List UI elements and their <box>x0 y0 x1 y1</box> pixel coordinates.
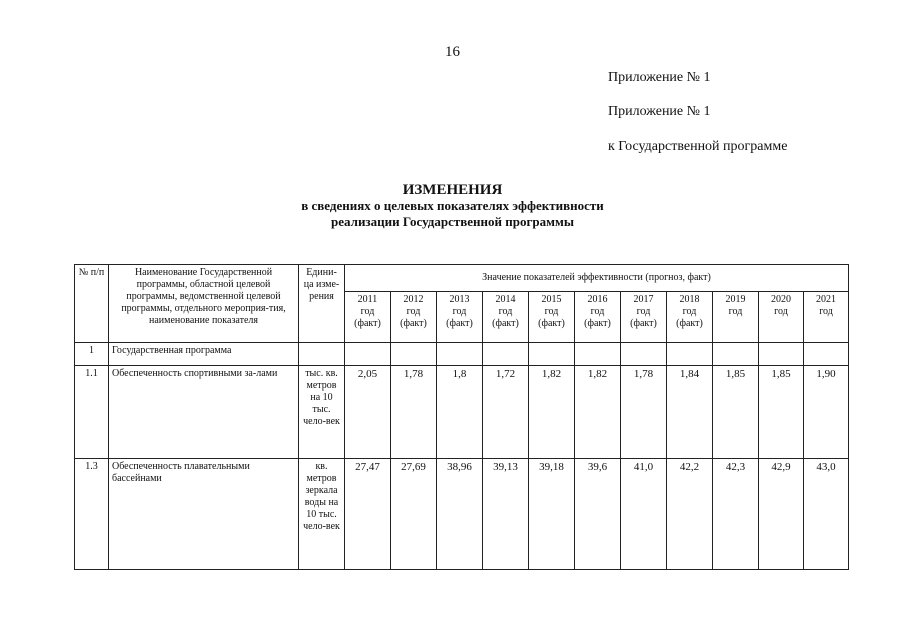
header-year-y: 2012 <box>403 294 424 305</box>
row-name: Обеспеченность плавательными бассейнами <box>109 459 299 570</box>
header-num: № п/п <box>75 265 109 343</box>
row-num: 1.3 <box>75 459 109 570</box>
header-year-2021 <box>804 292 849 343</box>
title-main: ИЗМЕНЕНИЯ <box>402 182 503 198</box>
table-body <box>75 265 849 570</box>
appendix-line-1: Приложение № 1 <box>608 70 711 85</box>
header-year-f: (факт) <box>354 318 381 329</box>
header-year-2011 <box>345 292 391 343</box>
header-year-g: год <box>544 306 559 317</box>
row-value: 27,69 <box>391 459 437 570</box>
header-year-f: (факт) <box>630 318 657 329</box>
row-value: 1,90 <box>804 366 849 459</box>
title-sub-1: в сведениях о целевых показателях эффективности <box>301 198 604 213</box>
header-year-g: год <box>636 306 651 317</box>
row-value <box>575 343 621 366</box>
row-num: 1 <box>75 343 109 366</box>
indicators-table <box>74 264 849 570</box>
document-title <box>0 182 905 230</box>
header-year-2014 <box>483 292 529 343</box>
header-year-y: 2014 <box>495 294 516 305</box>
row-value: 43,0 <box>804 459 849 570</box>
header-year-g: год <box>728 306 743 317</box>
row-value: 42,2 <box>667 459 713 570</box>
header-year-f: (факт) <box>676 318 703 329</box>
header-unit: Едини-ца изме-рения <box>299 265 345 343</box>
row-value <box>437 343 483 366</box>
header-year-2015 <box>529 292 575 343</box>
row-value: 1,8 <box>437 366 483 459</box>
header-year-f: (факт) <box>400 318 427 329</box>
row-value: 1,85 <box>759 366 804 459</box>
header-year-f: (факт) <box>446 318 473 329</box>
row-unit: кв. метров зеркала воды на 10 тыс. чело-век <box>299 459 345 570</box>
table-row <box>75 343 849 366</box>
header-year-2012 <box>391 292 437 343</box>
row-unit <box>299 343 345 366</box>
row-value <box>529 343 575 366</box>
header-year-y: 2020 <box>771 294 791 305</box>
header-year-f: (факт) <box>492 318 519 329</box>
header-year-2016 <box>575 292 621 343</box>
row-value: 2,05 <box>345 366 391 459</box>
header-row-1 <box>75 265 849 292</box>
header-year-g: год <box>406 306 421 317</box>
row-value: 1,82 <box>575 366 621 459</box>
row-value <box>483 343 529 366</box>
header-year-g: год <box>774 306 788 317</box>
row-value: 42,3 <box>713 459 759 570</box>
row-value: 1,78 <box>621 366 667 459</box>
row-value: 1,78 <box>391 366 437 459</box>
row-num: 1.1 <box>75 366 109 459</box>
row-value <box>759 343 804 366</box>
row-value <box>667 343 713 366</box>
row-value: 1,82 <box>529 366 575 459</box>
row-value <box>621 343 667 366</box>
header-year-g: год <box>590 306 605 317</box>
row-value <box>345 343 391 366</box>
header-year-y: 2011 <box>357 294 378 305</box>
header-year-y: 2021 <box>816 294 837 305</box>
header-year-f: (факт) <box>584 318 611 329</box>
row-value: 39,6 <box>575 459 621 570</box>
row-value <box>804 343 849 366</box>
title-sub-2: реализации Государственной программы <box>331 214 574 229</box>
header-year-f: (факт) <box>538 318 565 329</box>
header-year-y: 2015 <box>541 294 562 305</box>
header-year-y: 2019 <box>725 294 746 305</box>
header-year-2013 <box>437 292 483 343</box>
row-unit: тыс. кв. метров на 10 тыс. чело-век <box>299 366 345 459</box>
row-value: 1,85 <box>713 366 759 459</box>
header-year-2017 <box>621 292 667 343</box>
row-name: Обеспеченность спортивными за-лами <box>109 366 299 459</box>
header-year-y: 2016 <box>587 294 608 305</box>
row-value: 39,18 <box>529 459 575 570</box>
row-value: 1,72 <box>483 366 529 459</box>
row-value: 39,13 <box>483 459 529 570</box>
header-year-g: год <box>452 306 467 317</box>
row-value: 1,84 <box>667 366 713 459</box>
row-name: Государственная программа <box>109 343 299 366</box>
header-year-g: год <box>360 306 375 317</box>
table-row <box>75 459 849 570</box>
row-value: 38,96 <box>437 459 483 570</box>
appendix-line-3: к Государственной программе <box>608 139 788 154</box>
header-year-2018 <box>667 292 713 343</box>
header-year-g: год <box>682 306 697 317</box>
header-name: Наименование Государственной программы, областной целевой программы, ведомственной целевой программы, отдельного мероприя-тия, наименование показателя <box>109 265 299 343</box>
row-value: 42,9 <box>759 459 804 570</box>
row-value <box>391 343 437 366</box>
header-year-2020 <box>759 292 804 343</box>
header-year-y: 2013 <box>449 294 470 305</box>
header-year-g: год <box>498 306 513 317</box>
row-value: 27,47 <box>345 459 391 570</box>
page-number: 16 <box>445 44 460 60</box>
header-year-g: год <box>819 306 833 317</box>
header-values-group: Значение показателей эффективности (прогноз, факт) <box>345 265 849 292</box>
header-year-y: 2018 <box>679 294 700 305</box>
row-value <box>713 343 759 366</box>
appendix-line-2: Приложение № 1 <box>608 104 711 119</box>
header-year-2019 <box>713 292 759 343</box>
row-value: 41,0 <box>621 459 667 570</box>
header-year-y: 2017 <box>633 294 654 305</box>
table-row <box>75 366 849 459</box>
